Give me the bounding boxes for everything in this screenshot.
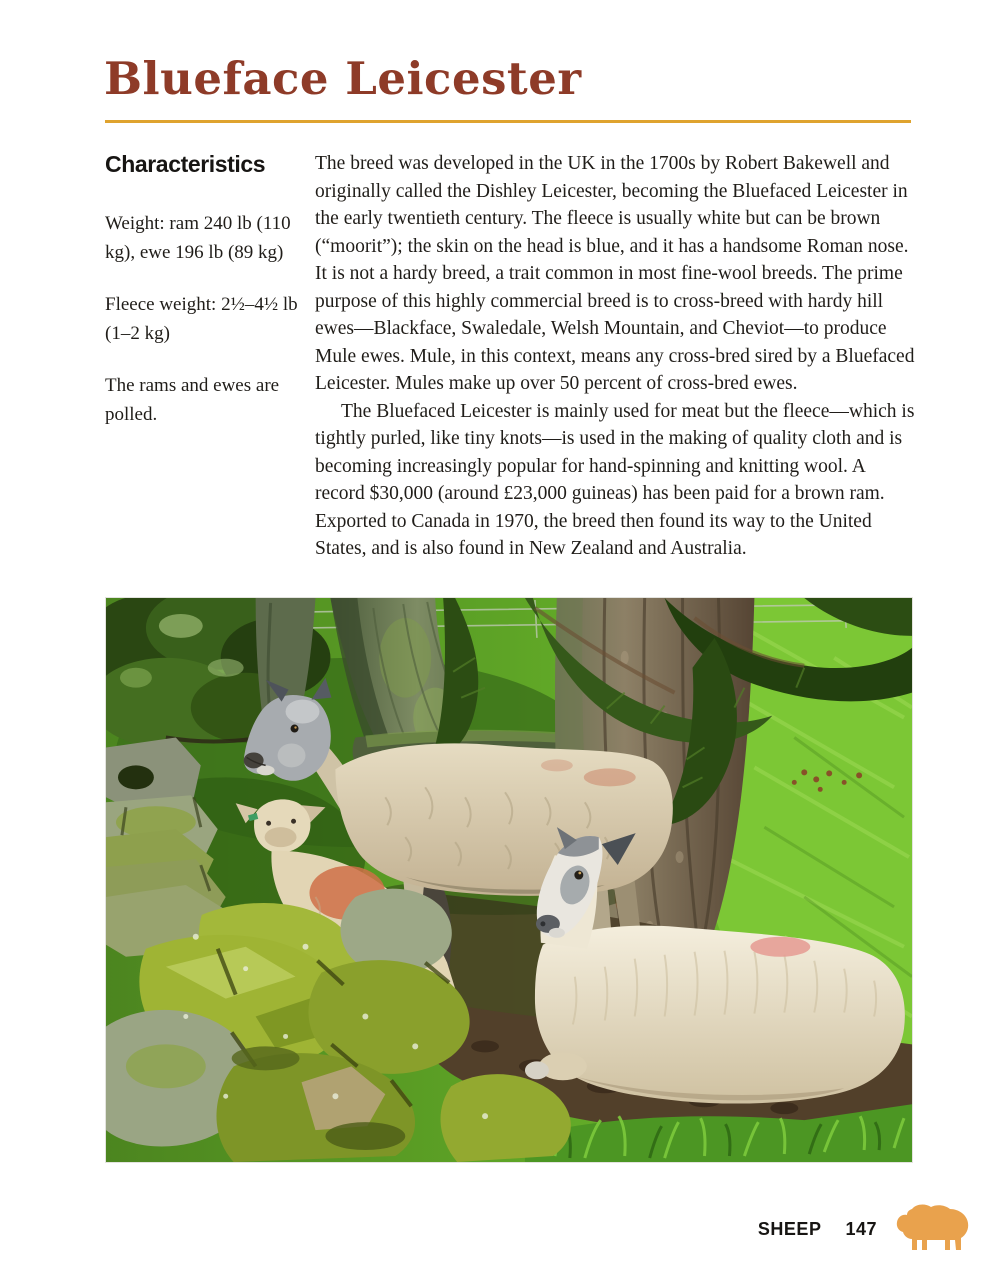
footer-page-number: 147 <box>845 1218 877 1239</box>
fleece-weight-info: Fleece weight: 2½–4½ lb (1–2 kg) <box>105 294 298 344</box>
footer-section-label: SHEEP <box>757 1218 822 1239</box>
characteristics-heading: Characteristics <box>105 151 266 177</box>
sheep-photo-scene <box>106 598 912 1162</box>
characteristics-sidebar <box>105 151 301 452</box>
sheep-photo <box>105 597 913 1163</box>
title-rule <box>105 120 911 123</box>
paragraph-2: The Bluefaced Leicester is mainly used for meat but the fleece—which is tightly purled, like tiny knots—is used in the making of quality cloth and is becoming increasingly popular for hand-spinning and knitting wool. A record $30,000 (around £23,000 guineas) has been paid for a brown ram. Exported to Canada in 1970, the breed then found its way to the United States, and is also found in New Zealand and Australia. <box>315 400 915 559</box>
paragraph-1: The breed was developed in the UK in the 1700s by Robert Bakewell and originally called the Dishley Leicester, becoming the Bluefaced Leicester in the early twentieth century. The fleece is usually white but can be brown (“moorit”); the skin on the head is blue, and it has a handsome Roman nose. It is not a hardy breed, a trait common in most fine-wool breeds. The prime purpose of this highly commercial breed is to cross-breed with hardy hill ewes—Blackface, Swaledale, Welsh Mountain, and Cheviot—to produce Mule ewes. Mule, in this context, means any cross-bred sired by a Bluefaced Leicester. Mules make up over 50 percent of cross-bred ewes. <box>315 153 915 394</box>
sheep-icon <box>895 1202 971 1256</box>
page-title: Blueface Leicester <box>104 52 582 105</box>
weight-info: Weight: ram 240 lb (110 kg), ewe 196 lb (89 kg) <box>105 213 291 263</box>
page-footer <box>105 1200 971 1258</box>
article-text <box>315 150 916 563</box>
polled-info: The rams and ewes are polled. <box>105 375 280 425</box>
